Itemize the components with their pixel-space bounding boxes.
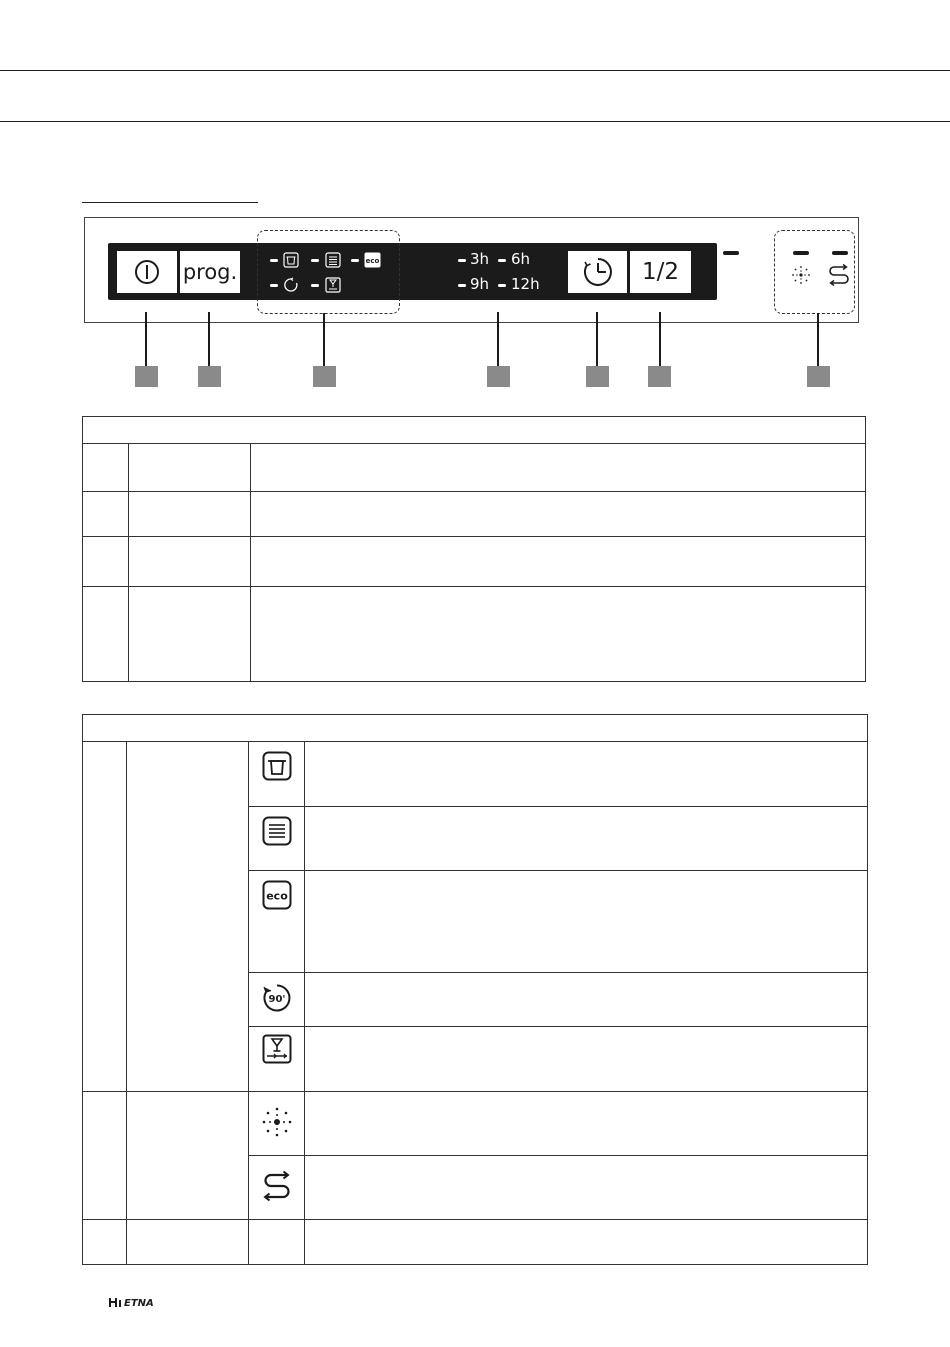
icon-cell	[249, 1220, 305, 1265]
callout-box-7	[807, 366, 830, 387]
row-number	[83, 587, 129, 682]
callout-box-1	[135, 366, 158, 387]
row-description	[305, 1156, 868, 1220]
callout-line-2	[208, 312, 210, 366]
callout-line-4	[497, 312, 499, 366]
row-number	[83, 492, 129, 537]
row-description	[305, 973, 868, 1027]
row-number	[83, 742, 127, 1092]
icon-cell	[249, 742, 305, 807]
led-12h	[498, 284, 506, 287]
delay-3h-label: 3h	[470, 250, 490, 268]
row-description	[305, 1220, 868, 1265]
rapid-90-icon	[261, 982, 293, 1014]
brand-logo	[108, 1297, 154, 1309]
icon-cell	[249, 1092, 305, 1156]
row-description	[305, 742, 868, 807]
row-name	[129, 492, 251, 537]
row-name	[129, 587, 251, 682]
callout-box-3	[313, 366, 336, 387]
logo-figures-icon	[108, 1297, 124, 1307]
row-description	[305, 1027, 868, 1092]
rapid-90-label: 90'	[268, 993, 285, 1005]
timer-icon	[582, 256, 614, 288]
power-button[interactable]	[116, 250, 178, 294]
prog-label: prog.	[182, 260, 238, 284]
led-3h	[458, 259, 466, 262]
row-name	[129, 537, 251, 587]
icon-cell	[249, 973, 305, 1027]
prog-button[interactable]	[179, 250, 241, 294]
callout-line-7	[817, 313, 819, 366]
callout-box-5	[586, 366, 609, 387]
table-row	[83, 742, 868, 807]
table-header-row	[83, 417, 866, 444]
table-row	[83, 444, 866, 492]
svg-text:eco: eco	[365, 257, 380, 265]
table-row	[83, 1092, 868, 1156]
eco-icon	[262, 880, 292, 910]
delay-9h-label: 9h	[470, 275, 490, 293]
icon-cell	[249, 871, 305, 973]
table-row	[83, 1220, 868, 1265]
indicators-table	[82, 714, 868, 1265]
row-description	[251, 492, 866, 537]
row-description	[305, 807, 868, 871]
led-9h	[458, 284, 466, 287]
callout-line-6	[659, 312, 661, 366]
half-load-button[interactable]	[629, 250, 692, 294]
row-number	[83, 537, 129, 587]
power-icon	[133, 258, 161, 286]
row-number	[83, 444, 129, 492]
row-description	[305, 871, 868, 973]
row-description	[305, 1092, 868, 1156]
row-number	[83, 1092, 127, 1220]
callout-line-1	[145, 312, 147, 366]
program-indicator-group	[257, 230, 400, 314]
row-description	[251, 444, 866, 492]
table-header	[83, 715, 868, 742]
row-name	[127, 1220, 249, 1265]
led-6h	[498, 259, 506, 262]
table-row	[83, 537, 866, 587]
table-row	[83, 492, 866, 537]
pot-icon	[262, 751, 292, 781]
row-description	[251, 537, 866, 587]
icon-cell	[249, 1156, 305, 1220]
timer-button[interactable]	[567, 250, 628, 294]
row-description	[251, 587, 866, 682]
salt-icon	[260, 1170, 294, 1202]
table-header-row	[83, 715, 868, 742]
header-rule	[0, 121, 950, 122]
top-rule	[0, 70, 950, 71]
row-name	[129, 444, 251, 492]
eco-icon-label: eco	[265, 889, 288, 903]
half-load-label: 1/2	[641, 259, 679, 285]
row-name	[127, 1092, 249, 1220]
buttons-table	[82, 416, 866, 682]
rinse-aid-icon	[259, 1104, 295, 1140]
delay-6h-label: 6h	[511, 250, 531, 268]
callout-box-4	[487, 366, 510, 387]
table-row	[83, 587, 866, 682]
status-indicator-group	[774, 230, 855, 314]
table-header	[83, 417, 866, 444]
status-led	[723, 251, 739, 255]
glass-icon	[262, 1034, 292, 1064]
logo-text: ETNA	[124, 1298, 154, 1309]
section-title-underline	[82, 202, 258, 203]
layers-icon	[262, 816, 292, 846]
icon-cell	[249, 1027, 305, 1092]
delay-12h-label: 12h	[511, 275, 540, 293]
callout-box-2	[198, 366, 221, 387]
row-name	[127, 742, 249, 1092]
row-number	[83, 1220, 127, 1265]
icon-cell	[249, 807, 305, 871]
callout-box-6	[648, 366, 671, 387]
callout-line-3	[323, 313, 325, 366]
callout-line-5	[596, 312, 598, 366]
